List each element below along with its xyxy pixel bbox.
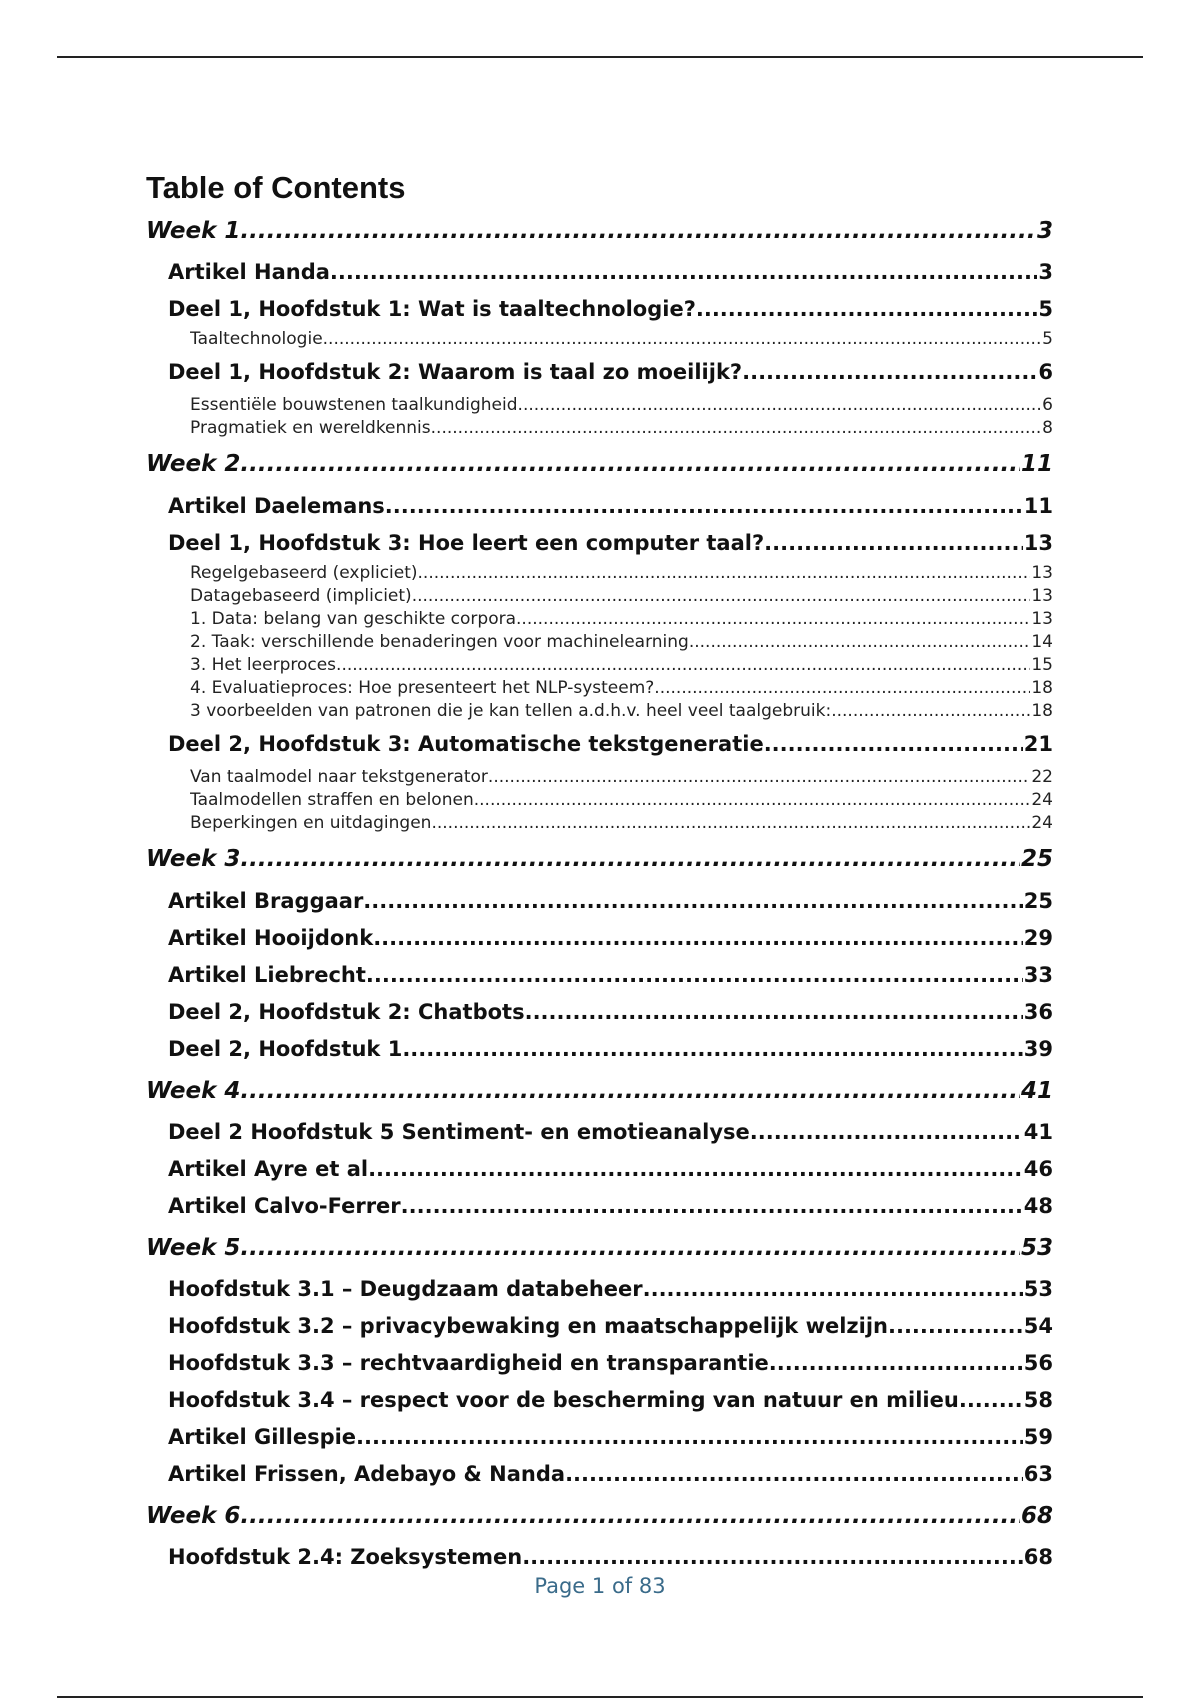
toc-entry-page: 3 — [1038, 260, 1053, 284]
toc-leader-dots — [565, 1456, 1023, 1493]
toc-entry-label: Week 6 — [146, 1503, 241, 1529]
toc-entry-page: 11 — [1020, 451, 1053, 477]
toc-leader-dots — [888, 1308, 1023, 1345]
toc-entry-page: 13 — [1031, 586, 1053, 606]
toc-leader-dots — [689, 631, 1031, 654]
toc-leader-dots — [412, 585, 1031, 608]
toc-entry-label: Taaltechnologie — [190, 329, 323, 349]
toc-entry-label: Van taalmodel naar tekstgenerator — [190, 767, 488, 787]
toc-leader-dots — [240, 1068, 1020, 1114]
toc-entry-page: 46 — [1023, 1157, 1053, 1181]
toc-entry-page: 39 — [1023, 1037, 1053, 1061]
toc-entry[interactable] — [168, 957, 1053, 994]
toc-entry-label: 2. Taak: verschillende benaderingen voor machinelearning — [190, 632, 689, 652]
toc-leader-dots — [516, 608, 1030, 631]
toc-leader-dots — [401, 1188, 1023, 1225]
toc-entry-page: 29 — [1023, 926, 1053, 950]
toc-entry-label: 4. Evaluatieproces: Hoe presenteert het NLP-systeem? — [190, 678, 655, 698]
toc-entry[interactable] — [190, 631, 1053, 654]
toc-entry[interactable] — [168, 1345, 1053, 1382]
toc-entry[interactable] — [168, 1308, 1053, 1345]
toc-entry-page: 8 — [1042, 418, 1053, 438]
toc-leader-dots — [402, 1031, 1022, 1068]
toc-leader-dots — [431, 812, 1030, 835]
toc-leader-dots — [240, 1225, 1020, 1271]
toc-entry[interactable] — [168, 254, 1053, 291]
toc-entry-label: Deel 2, Hoofdstuk 3: Automatische tekstgeneratie — [168, 732, 764, 756]
toc-leader-dots — [654, 677, 1030, 700]
toc-entry-page: 68 — [1023, 1545, 1053, 1569]
toc-leader-dots — [418, 562, 1031, 585]
toc-leader-dots — [431, 417, 1042, 440]
toc-entry-label: Deel 1, Hoofdstuk 2: Waarom is taal zo moeilijk? — [168, 360, 743, 384]
toc-entry-page: 15 — [1031, 655, 1053, 675]
toc-entry-page: 24 — [1031, 813, 1053, 833]
toc-leader-dots — [356, 1419, 1023, 1456]
toc-entry[interactable] — [168, 1114, 1053, 1151]
toc-entry[interactable] — [190, 608, 1053, 631]
toc-entry[interactable] — [190, 789, 1053, 812]
toc-entry[interactable] — [168, 1382, 1053, 1419]
toc-entry-page: 11 — [1023, 494, 1053, 518]
footer-rule — [57, 1696, 1143, 1698]
toc-entry-page: 5 — [1038, 297, 1053, 321]
toc-entry[interactable] — [190, 700, 1053, 723]
toc-leader-dots — [522, 1539, 1023, 1576]
toc-leader-dots — [368, 1151, 1023, 1188]
toc-entry-label: Week 3 — [146, 846, 241, 872]
toc-list — [146, 208, 1053, 1576]
toc-entry[interactable] — [168, 291, 1053, 328]
toc-entry-label: Artikel Handa — [168, 260, 330, 284]
toc-entry[interactable] — [146, 1493, 1053, 1539]
toc-entry-page: 33 — [1023, 963, 1053, 987]
toc-leader-dots — [366, 957, 1023, 994]
toc-entry-label: Hoofdstuk 3.2 – privacybewaking en maatschappelijk welzijn — [168, 1314, 888, 1338]
toc-entry-page: 53 — [1023, 1277, 1053, 1301]
toc-entry-label: Pragmatiek en wereldkennis — [190, 418, 431, 438]
toc-entry[interactable] — [168, 723, 1053, 766]
toc-entry-page: 59 — [1023, 1425, 1053, 1449]
toc-leader-dots — [518, 394, 1042, 417]
toc-entry-label: Artikel Braggaar — [168, 889, 364, 913]
toc-entry[interactable] — [190, 394, 1053, 417]
toc-entry-label: Artikel Daelemans — [168, 494, 385, 518]
toc-entry[interactable] — [168, 1419, 1053, 1456]
toc-entry[interactable] — [168, 920, 1053, 957]
toc-entry-page: 6 — [1038, 360, 1053, 384]
table-of-contents — [146, 168, 1053, 1576]
toc-entry[interactable] — [168, 994, 1053, 1031]
toc-entry-label: Week 5 — [146, 1235, 241, 1261]
toc-entry[interactable] — [168, 1456, 1053, 1493]
toc-leader-dots — [474, 789, 1031, 812]
toc-entry-label: Artikel Liebrecht — [168, 963, 366, 987]
toc-entry-label: Hoofdstuk 3.1 – Deugdzaam databeheer — [168, 1277, 643, 1301]
toc-entry[interactable] — [168, 351, 1053, 394]
header-rule — [57, 56, 1143, 58]
toc-entry-page: 41 — [1020, 1078, 1053, 1104]
toc-leader-dots — [696, 291, 1038, 328]
toc-entry-page: 25 — [1020, 846, 1053, 872]
toc-entry-label: Taalmodellen straffen en belonen — [190, 790, 474, 810]
toc-entry-label: Hoofdstuk 3.3 – rechtvaardigheid en transparantie — [168, 1351, 769, 1375]
toc-entry-page: 13 — [1023, 531, 1053, 555]
toc-entry-page: 41 — [1023, 1120, 1053, 1144]
toc-entry[interactable] — [190, 562, 1053, 585]
toc-leader-dots — [643, 1271, 1023, 1308]
toc-leader-dots — [967, 1382, 1023, 1419]
toc-entry[interactable] — [168, 883, 1053, 920]
toc-leader-dots — [240, 835, 1020, 883]
toc-entry[interactable] — [190, 328, 1053, 351]
toc-leader-dots — [385, 488, 1023, 525]
toc-entry-label: 3. Het leerproces — [190, 655, 337, 675]
toc-entry[interactable] — [168, 1271, 1053, 1308]
toc-entry-page: 48 — [1023, 1194, 1053, 1218]
toc-entry[interactable] — [168, 1151, 1053, 1188]
toc-entry-page: 58 — [1023, 1388, 1053, 1412]
page-number-footer: Page 1 of 83 — [534, 1574, 666, 1598]
toc-entry-page: 53 — [1020, 1235, 1053, 1261]
toc-leader-dots — [240, 1493, 1020, 1539]
toc-leader-dots — [373, 920, 1023, 957]
toc-entry-label: Regelgebaseerd (expliciet) — [190, 563, 418, 583]
toc-leader-dots — [525, 994, 1023, 1031]
toc-entry-label: 3 voorbeelden van patronen die je kan tellen a.d.h.v. heel veel taalgebruik: — [190, 701, 832, 721]
toc-leader-dots — [363, 883, 1022, 920]
toc-entry-label: Artikel Hooijdonk — [168, 926, 374, 950]
toc-leader-dots — [330, 254, 1037, 291]
toc-entry[interactable] — [190, 654, 1053, 677]
toc-entry-page: 18 — [1031, 678, 1053, 698]
toc-entry-label: Artikel Ayre et al — [168, 1157, 369, 1181]
toc-entry[interactable] — [146, 1225, 1053, 1271]
toc-entry-page: 22 — [1031, 767, 1053, 787]
toc-leader-dots — [769, 1345, 1023, 1382]
toc-entry-page: 6 — [1042, 395, 1053, 415]
toc-entry-label: Week 4 — [146, 1078, 241, 1104]
toc-leader-dots — [323, 328, 1042, 351]
toc-entry-label: Datagebaseerd (impliciet) — [190, 586, 412, 606]
toc-entry-label: Artikel Calvo-Ferrer — [168, 1194, 401, 1218]
toc-leader-dots — [240, 440, 1020, 488]
toc-entry[interactable] — [190, 585, 1053, 608]
toc-entry-label: Hoofdstuk 3.4 – respect voor de bescherming van natuur en milieu. — [168, 1388, 967, 1412]
toc-leader-dots — [764, 723, 1023, 766]
toc-leader-dots — [336, 654, 1030, 677]
toc-entry-page: 5 — [1042, 329, 1053, 349]
toc-entry[interactable] — [190, 766, 1053, 789]
toc-entry[interactable] — [168, 488, 1053, 525]
toc-entry-page: 14 — [1031, 632, 1053, 652]
toc-leader-dots — [742, 351, 1037, 394]
toc-leader-dots — [764, 525, 1023, 562]
toc-entry[interactable] — [168, 1031, 1053, 1068]
toc-entry-label: Hoofdstuk 2.4: Zoeksystemen — [168, 1545, 523, 1569]
toc-entry-page: 18 — [1031, 701, 1053, 721]
toc-entry-label: Artikel Gillespie — [168, 1425, 357, 1449]
toc-entry[interactable] — [190, 417, 1053, 440]
toc-entry-page: 13 — [1031, 563, 1053, 583]
toc-entry[interactable] — [146, 208, 1053, 254]
toc-entry[interactable] — [146, 835, 1053, 883]
toc-entry[interactable] — [146, 440, 1053, 488]
toc-entry-page: 68 — [1020, 1503, 1053, 1529]
toc-entry[interactable] — [168, 1188, 1053, 1225]
toc-entry[interactable] — [190, 812, 1053, 835]
toc-entry-page: 54 — [1023, 1314, 1053, 1338]
toc-entry-page: 63 — [1023, 1462, 1053, 1486]
toc-title: Table of Contents — [146, 170, 406, 205]
toc-leader-dots — [488, 766, 1030, 789]
toc-entry[interactable] — [168, 525, 1053, 562]
toc-entry[interactable] — [190, 677, 1053, 700]
toc-entry-label: Deel 2, Hoofdstuk 1 — [168, 1037, 403, 1061]
toc-leader-dots — [750, 1114, 1023, 1151]
toc-entry-page: 3 — [1036, 218, 1053, 244]
toc-entry-label: Artikel Frissen, Adebayo & Nanda — [168, 1462, 566, 1486]
toc-entry-label: Deel 2 Hoofdstuk 5 Sentiment- en emotieanalyse — [168, 1120, 750, 1144]
toc-entry-label: Deel 2, Hoofdstuk 2: Chatbots — [168, 1000, 525, 1024]
toc-entry[interactable] — [168, 1539, 1053, 1576]
toc-entry-label: Deel 1, Hoofdstuk 1: Wat is taaltechnologie? — [168, 297, 696, 321]
toc-entry-label: Week 1 — [146, 218, 241, 244]
toc-entry-page: 56 — [1023, 1351, 1053, 1375]
toc-entry-page: 24 — [1031, 790, 1053, 810]
toc-entry-page: 25 — [1023, 889, 1053, 913]
toc-entry-page: 13 — [1031, 609, 1053, 629]
toc-entry-label: Essentiële bouwstenen taalkundigheid — [190, 395, 518, 415]
toc-entry-page: 21 — [1023, 732, 1053, 756]
toc-entry-label: Week 2 — [146, 451, 241, 477]
toc-entry-page: 36 — [1023, 1000, 1053, 1024]
toc-leader-dots — [831, 700, 1030, 723]
toc-entry[interactable] — [146, 1068, 1053, 1114]
toc-entry-label: Deel 1, Hoofdstuk 3: Hoe leert een computer taal? — [168, 531, 765, 555]
toc-entry-label: Beperkingen en uitdagingen — [190, 813, 432, 833]
toc-leader-dots — [240, 208, 1036, 254]
toc-entry-label: 1. Data: belang van geschikte corpora — [190, 609, 517, 629]
